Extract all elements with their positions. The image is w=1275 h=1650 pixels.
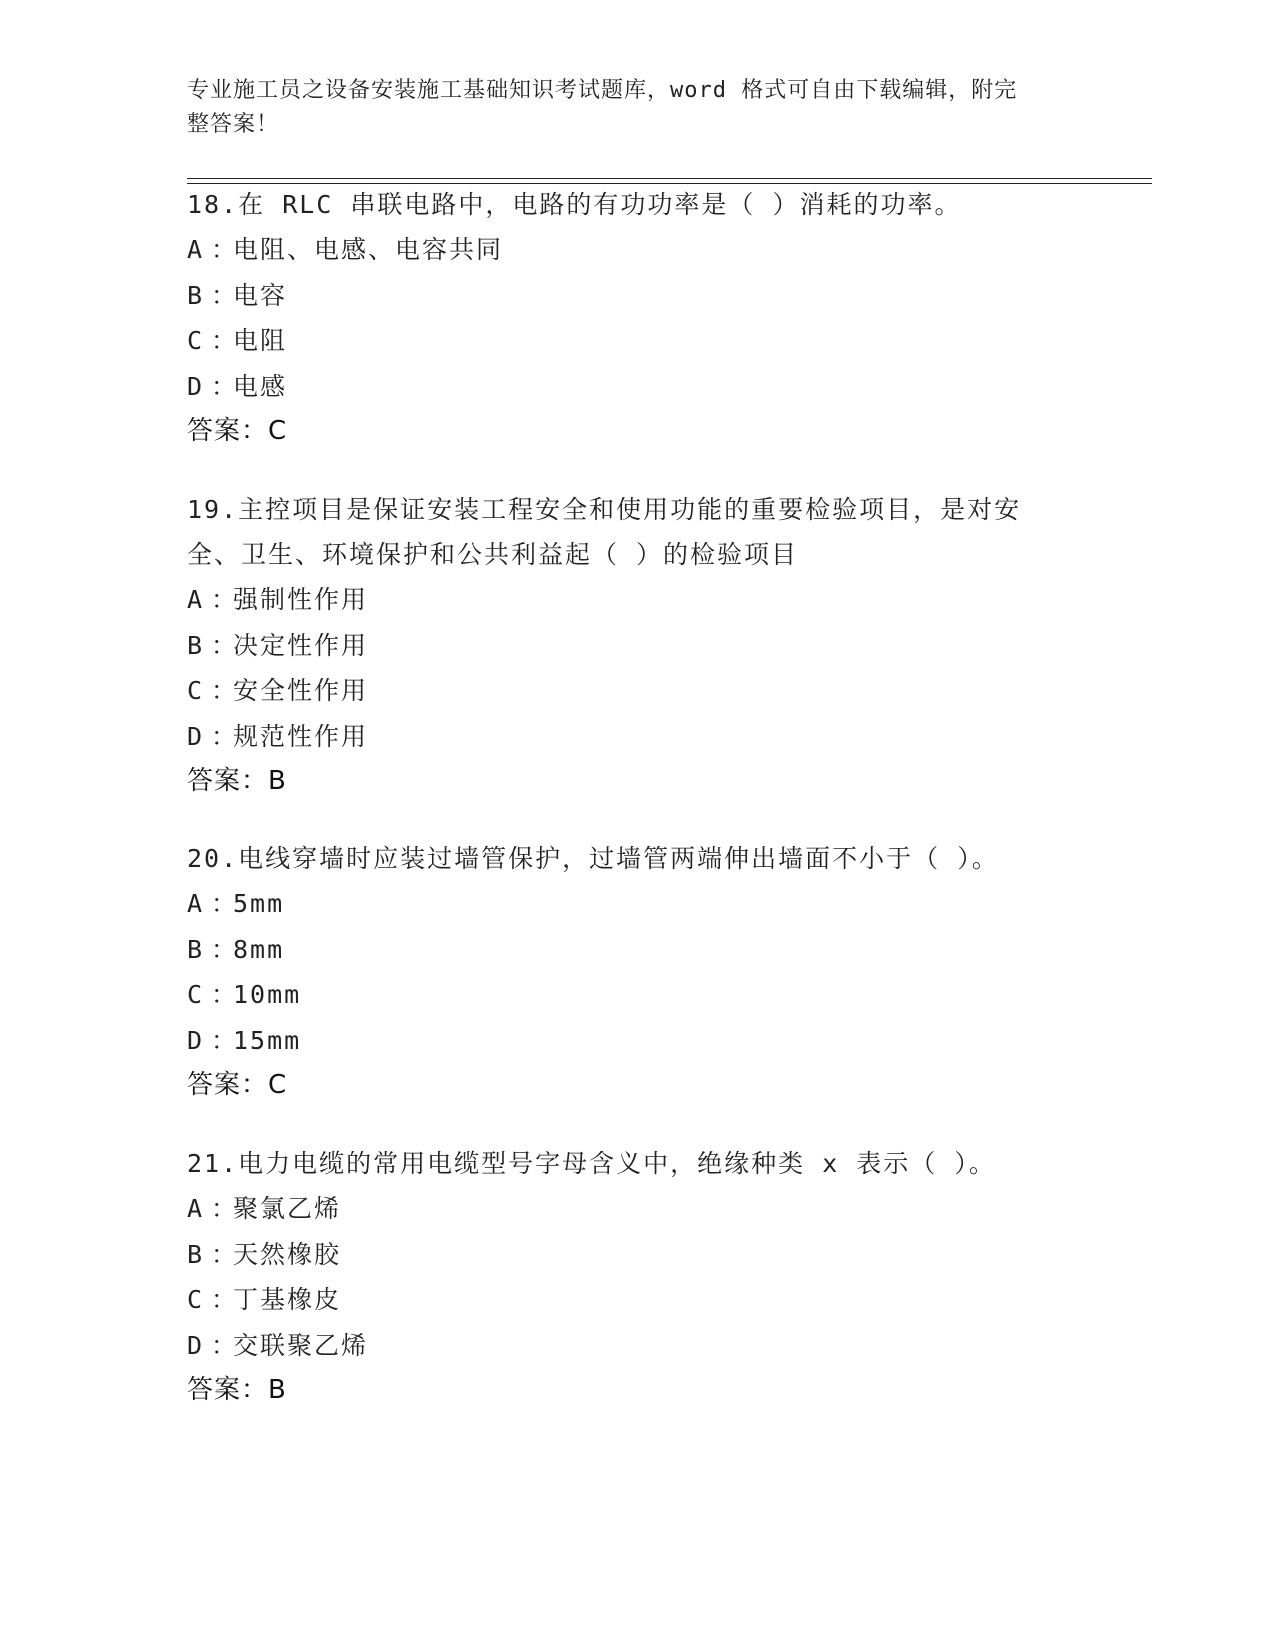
question-20 [187,836,1087,1108]
option-letter: D [187,371,205,401]
option-text: 5mm [233,889,285,918]
option-a [187,881,1087,927]
option-separator: ： [211,1025,239,1055]
option-separator: ： [211,280,239,310]
question-stem: 20.电线穿墙时应装过墙管保护，过墙管两端伸出墙面不小于（ ）。 [187,844,999,873]
option-text: 丁基橡皮 [233,1285,342,1314]
option-text: 安全性作用 [233,676,369,705]
answer-label: 答案：C [187,1070,288,1100]
option-c [187,972,1087,1018]
option-letter: D [187,1025,205,1055]
option-letter: D [187,1330,205,1360]
option-text: 电阻 [233,326,288,355]
question-18 [187,182,1087,454]
option-c [187,1277,1087,1323]
option-separator: ： [211,1285,239,1314]
option-letter: C [187,1285,205,1314]
option-a [187,577,1087,623]
option-letter: C [187,326,205,355]
question-stem: 18.在 RLC 串联电路中，电路的有功功率是（ ）消耗的功率。 [187,190,962,219]
option-text: 强制性作用 [233,585,369,614]
option-text: 交联聚乙烯 [233,1330,369,1360]
option-separator: ： [211,889,239,918]
option-letter: B [187,630,205,660]
option-separator: ： [211,1239,239,1269]
question-stem-line-2: 全、卫生、环境保护和公共利益起（ ）的检验项目 [187,540,799,569]
option-text: 10mm [233,980,302,1009]
option-a [187,227,1087,273]
option-separator: ： [211,326,239,355]
question-stem-line-1: 19.主控项目是保证安装工程安全和使用功能的重要检验项目，是对安 [187,495,1022,524]
option-d [187,364,1087,410]
option-letter: A [187,585,205,614]
question-21 [187,1141,1087,1413]
option-b [187,623,1087,669]
option-text: 15mm [233,1025,302,1055]
option-separator: ： [211,721,239,751]
option-a [187,1186,1087,1232]
header-divider-top [187,178,1152,179]
option-separator: ： [211,630,239,660]
answer-label: 答案：C [187,416,288,446]
option-letter: B [187,934,205,964]
option-letter: C [187,980,205,1009]
option-text: 电阻、电感、电容共同 [233,235,504,264]
option-text: 聚氯乙烯 [233,1194,342,1223]
option-b [187,273,1087,319]
document-header [187,74,1067,142]
option-letter: C [187,676,205,705]
header-line-2: 整答案！ [187,112,280,137]
option-letter: A [187,235,205,264]
answer-label: 答案：B [187,1375,287,1405]
option-text: 决定性作用 [233,630,369,660]
option-letter: A [187,1194,205,1223]
option-separator: ： [211,1330,239,1360]
option-letter: B [187,1239,205,1269]
option-c [187,318,1087,364]
option-text: 规范性作用 [233,721,369,751]
option-letter: B [187,280,205,310]
option-text: 电感 [233,371,288,401]
option-letter: D [187,721,205,751]
question-19 [187,487,1087,804]
option-b [187,927,1087,973]
option-separator: ： [211,934,239,964]
option-d [187,1018,1087,1064]
option-c [187,668,1087,714]
option-separator: ： [211,676,239,705]
option-text: 8mm [233,934,285,964]
option-separator: ： [211,235,239,264]
answer-label: 答案：B [187,766,287,796]
option-letter: A [187,889,205,918]
question-stem: 21.电力电缆的常用电缆型号字母含义中，绝缘种类 x 表示（ ）。 [187,1149,996,1178]
option-text: 电容 [233,280,288,310]
option-separator: ： [211,1194,239,1223]
option-text: 天然橡胶 [233,1239,342,1269]
option-separator: ： [211,980,239,1009]
option-d [187,714,1087,760]
option-b [187,1232,1087,1278]
header-line-1: 专业施工员之设备安装施工基础知识考试题库，word 格式可自由下载编辑，附完 [187,78,1018,103]
option-d [187,1323,1087,1369]
option-separator: ： [211,371,239,401]
option-separator: ： [211,585,239,614]
